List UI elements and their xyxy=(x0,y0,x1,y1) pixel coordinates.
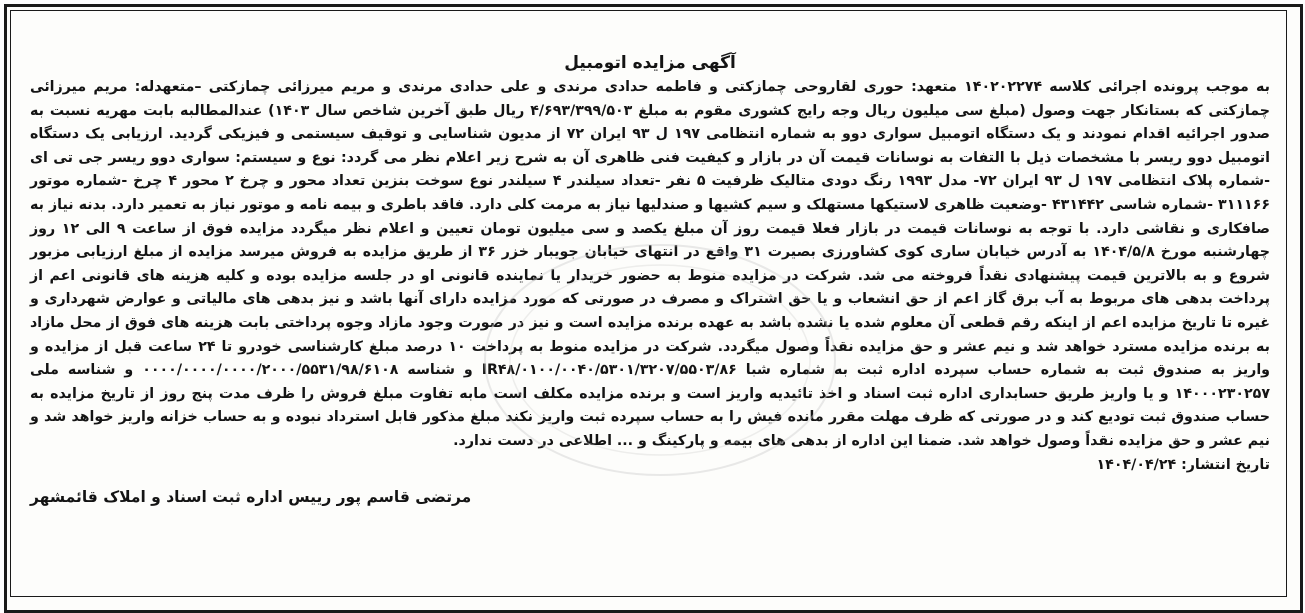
signature-line xyxy=(30,485,1270,509)
notice-title: آگهی مزایده اتومبیل xyxy=(564,53,736,73)
publish-date: تاریخ انتشار: ۱۴۰۴/۰۴/۲۴ xyxy=(1096,456,1270,473)
notice-body: به موجب پرونده اجرائی کلاسه ۱۴۰۲۰۲۲۷۴ متعهد: حوری لقاروحی چمازکتی و فاطمه حدادی مرندی و علی حدادی مرندی و مریم میرزائی چمازکتی –متعهدله: مریم میرزائی چمازکتی که بستانکار جهت وصول (مبلغ سی میلیون ریال وجه رایج کشوری مقوم به مبلغ ۴/۶۹۳/۳۹۹/۵۰۳ ریال طبق آخرین شاخص سال ۱۴۰۳) عندالمطالبه بابت مهریه نسبت به صدور اجرائیه اقدام نمودند و یک دستگاه اتومبیل سواری دوو به شماره انتظامی ۱۹۷ ل ۹۳ ایران ۷۲ از مدیون شناسایی و توقیف سیستمی و فیزیکی گردید. ارزیابی یک دستگاه اتومبیل دوو ریسر با مشخصات ذیل با التفات به نوسانات قیمت آن در بازار و کیفیت فنی ظاهری آن به شرح زیر اعلام نظر می گردد: نوع و سیستم: سواری دوو ریسر جی تی ای -شماره پلاک انتظامی ۱۹۷ ل ۹۳ ایران ۷۲- مدل ۱۹۹۳ رنگ دودی متالیک ظرفیت ۵ نفر -تعداد سیلندر ۴ سیلندر نوع سوخت بنزین تعداد محور و چرخ ۲ محور ۴ چرخ -شماره موتور ۳۱۱۱۶۶ -شماره شاسی ۴۳۱۴۴۲ -وضعیت ظاهری لاستیکها مستهلک و سیم کشیها و صندلیها نیاز به مرمت کلی دارد. فاقد باطری و بیمه نامه و موتور نیاز به تعمیر دارد. بدنه نیاز به صافکاری و نقاشی دارد. با توجه به نوسانات قیمت در بازار فعلا قیمت روز آن مبلغ یکصد و سی میلیون تومان تعیین و اعلام نظر میگردد مزایده فوق از ساعت ۹ الی ۱۲ روز چهارشنبه مورخ ۱۴۰۴/۵/۸ به آدرس خیابان ساری کوی کشاورزی بصیرت ۳۱ واقع در انتهای خیابان جویبار خزر ۳۶ از طریق مزایده به فروش میرسد مزایده از مبلغ ارزیابی مزبور شروع و به بالاترین قیمت پیشنهادی نقداً فروخته می شد. شرکت در مزایده منوط به حضور خریدار یا نماینده قانونی او در جلسه مزایده بوده و کلیه هزینه های قانونی اعم از پرداخت بدهی های مربوط به آب برق گاز اعم از حق انشعاب و یا حق اشتراک و مصرف در صورتی که مورد مزایده دارای آنها باشد و نیز بدهی های مالیاتی و عوارض شهرداری و غیره تا تاریخ مزایده اعم از اینکه رقم قطعی آن معلوم شده یا نشده باشد به عهده برنده مزایده است و نیز در صورت وجود مازاد وجوه پرداختی بابت هزینه های فوق از محل مازاد به برنده مزایده مسترد خواهد شد و نیم عشر و حق مزایده نقداً وصول میگردد. شرکت در مزایده منوط به پرداخت ۱۰ درصد مبلغ کارشناسی خودرو تا ۲۴ ساعت قبل از مزایده و واریز به صندوق ثبت به شماره حساب سپرده اداره ثبت به شماره شبا IR۴۸/۰۱۰۰/۰۰۴۰/۵۳۰۱/۳۲۰۷/۵۵۰۳/۸۶ و شناسه ۰۰۰۰/۰۰۰۰/۰۰۰۰/۲۰۰۰/۵۵۳۱/۹۸/۶۱۰۸ و شناسه ملی ۱۴۰۰۰۲۳۰۲۵۷ و یا واریز طریق حسابداری اداره ثبت اسناد و اخذ تائیدیه واریز است و برنده مزایده مکلف است مابه تفاوت مبلغ فروش را ظرف مدت پنج روز از تاریخ مزایده به حساب صندوق ثبت تودیع کند و در صورتی که ظرف مهلت مقرر مانده فیش را به حساب سپرده ثبت واریز نکند مبلغ مذکور قابل استرداد نبوده و به حساب خزانه واریز خواهد شد و نیم عشر و حق مزایده نقداً وصول خواهد شد. ضمنا این اداره از بدهی های بیمه و پارکینگ و ... اطلاعی در دست ندارد. xyxy=(30,79,1271,449)
auction-notice xyxy=(30,52,1270,509)
signature-text: مرتضی قاسم پور رییس اداره ثبت اسناد و املاک قائمشهر xyxy=(30,487,472,506)
